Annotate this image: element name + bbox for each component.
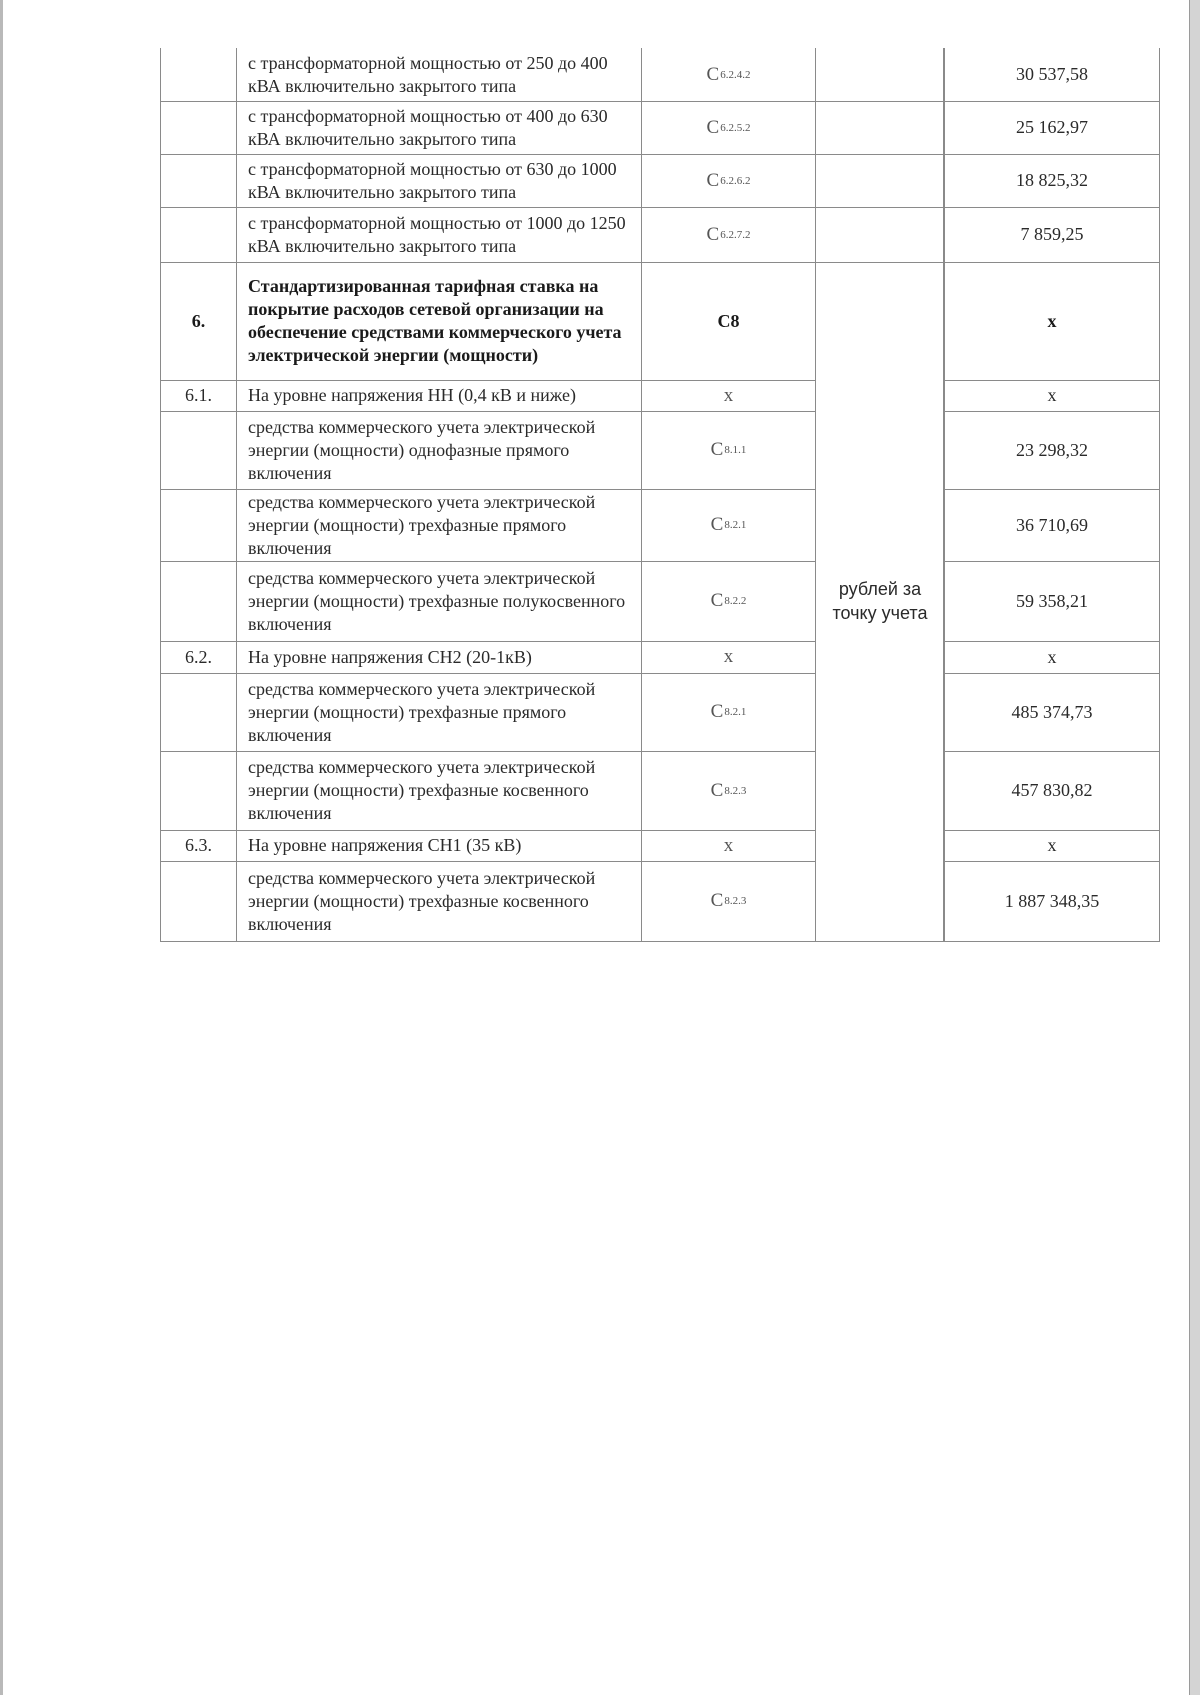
- table-row: [160, 207, 1160, 263]
- row-code: [642, 411, 816, 489]
- code-subscript: 6.2.5.2: [720, 121, 751, 134]
- row-value: 30 537,58: [944, 48, 1160, 101]
- code-letter: С8: [717, 310, 740, 331]
- row-code: [642, 154, 816, 207]
- row-code: [642, 641, 816, 673]
- table-row: [160, 561, 1160, 642]
- row-code: [642, 751, 816, 830]
- row-unit: [816, 207, 944, 262]
- code-letter: х: [723, 384, 734, 406]
- code-letter: С: [710, 779, 724, 801]
- code-subscript: 8.2.1: [724, 519, 747, 531]
- row-code: [642, 489, 816, 561]
- code-letter: х: [723, 646, 734, 667]
- row-number: 6.1.: [160, 380, 237, 411]
- unit-label: рублей за точку учета: [832, 578, 928, 623]
- code-subscript: 6.2.7.2: [720, 228, 751, 241]
- row-value: 25 162,97: [944, 101, 1160, 154]
- code-letter: С: [706, 63, 720, 85]
- row-value: 457 830,82: [944, 751, 1160, 830]
- row-code: [642, 380, 816, 411]
- code-subscript: 8.2.3: [724, 895, 747, 907]
- merged-unit-cell: [816, 262, 944, 939]
- code-letter: С: [710, 890, 724, 911]
- table-row: [160, 489, 1160, 562]
- row-code: [642, 561, 816, 641]
- row-name: На уровне напряжения СН1 (35 кВ): [237, 830, 642, 861]
- code-letter: С: [710, 439, 724, 460]
- row-code: [642, 262, 816, 380]
- row-number: [160, 673, 237, 751]
- row-number: 6.2.: [160, 641, 237, 673]
- row-value: х: [944, 641, 1160, 673]
- row-code: [642, 48, 816, 101]
- table-row: [160, 101, 1160, 155]
- row-value: 485 374,73: [944, 673, 1160, 751]
- row-value: х: [944, 262, 1160, 380]
- row-code: [642, 207, 816, 262]
- row-number: [160, 101, 237, 154]
- row-name: с трансформаторной мощностью от 250 до 400 кВА включительно закрытого типа: [237, 48, 642, 101]
- table-row-subsection: [160, 641, 1160, 674]
- row-number: 6.3.: [160, 830, 237, 861]
- table-row: [160, 861, 1160, 942]
- table-row-section: [160, 262, 1160, 381]
- code-letter: С: [706, 223, 720, 245]
- row-name: средства коммерческого учета электрической энергии (мощности) однофазные прямого включения: [237, 411, 642, 489]
- table-row: [160, 673, 1160, 752]
- code-subscript: 6.2.4.2: [720, 68, 751, 81]
- row-name: с трансформаторной мощностью от 400 до 630 кВА включительно закрытого типа: [237, 101, 642, 154]
- row-name: На уровне напряжения СН2 (20-1кВ): [237, 641, 642, 673]
- code-subscript: 6.2.6.2: [720, 174, 751, 187]
- row-value: 36 710,69: [944, 489, 1160, 561]
- row-name: средства коммерческого учета электрической энергии (мощности) трехфазные прямого включения: [237, 673, 642, 751]
- row-name: с трансформаторной мощностью от 1000 до 1250 кВА включительно закрытого типа: [237, 207, 642, 262]
- row-name: средства коммерческого учета электрической энергии (мощности) трехфазные прямого включения: [237, 489, 642, 561]
- row-name: средства коммерческого учета электрической энергии (мощности) трехфазные косвенного включения: [237, 751, 642, 830]
- row-number: [160, 154, 237, 207]
- row-unit: [816, 48, 944, 101]
- row-number: [160, 861, 237, 941]
- code-subscript: 8.2.2: [724, 595, 747, 607]
- row-value: 1 887 348,35: [944, 861, 1160, 941]
- row-value: 18 825,32: [944, 154, 1160, 207]
- row-number: [160, 207, 237, 262]
- row-code: [642, 861, 816, 941]
- row-code: [642, 830, 816, 861]
- row-number: [160, 561, 237, 641]
- row-unit: [816, 154, 944, 207]
- row-name: средства коммерческого учета электрической энергии (мощности) трехфазные полукосвенного включения: [237, 561, 642, 641]
- row-value: 23 298,32: [944, 411, 1160, 489]
- code-subscript: 8.2.3: [724, 784, 747, 797]
- code-letter: С: [710, 514, 724, 535]
- table-row: [160, 154, 1160, 208]
- code-subscript: 8.2.1: [724, 706, 747, 718]
- table-row-subsection: [160, 830, 1160, 862]
- code-letter: С: [710, 701, 724, 722]
- row-value: х: [944, 380, 1160, 411]
- row-value: 59 358,21: [944, 561, 1160, 641]
- code-letter: С: [706, 169, 720, 191]
- row-name: средства коммерческого учета электрической энергии (мощности) трехфазные косвенного включения: [237, 861, 642, 941]
- table-row: [160, 48, 1160, 102]
- row-name: Стандартизированная тарифная ставка на покрытие расходов сетевой организации на обеспечение средствами коммерческого учета электрической энергии (мощности): [237, 262, 642, 380]
- row-number: [160, 489, 237, 561]
- row-value: х: [944, 830, 1160, 861]
- row-number: [160, 751, 237, 830]
- row-value: 7 859,25: [944, 207, 1160, 262]
- row-number: [160, 48, 237, 101]
- code-letter: х: [723, 834, 734, 856]
- row-code: [642, 101, 816, 154]
- code-subscript: 8.1.1: [724, 444, 747, 456]
- row-number: [160, 411, 237, 489]
- row-unit: [816, 101, 944, 154]
- code-letter: С: [710, 590, 724, 611]
- code-letter: С: [706, 116, 720, 138]
- table-row: [160, 411, 1160, 490]
- row-code: [642, 673, 816, 751]
- row-name: На уровне напряжения НН (0,4 кВ и ниже): [237, 380, 642, 411]
- table-row-subsection: [160, 380, 1160, 412]
- table-row: [160, 751, 1160, 831]
- row-number: 6.: [160, 262, 237, 380]
- row-name: с трансформаторной мощностью от 630 до 1000 кВА включительно закрытого типа: [237, 154, 642, 207]
